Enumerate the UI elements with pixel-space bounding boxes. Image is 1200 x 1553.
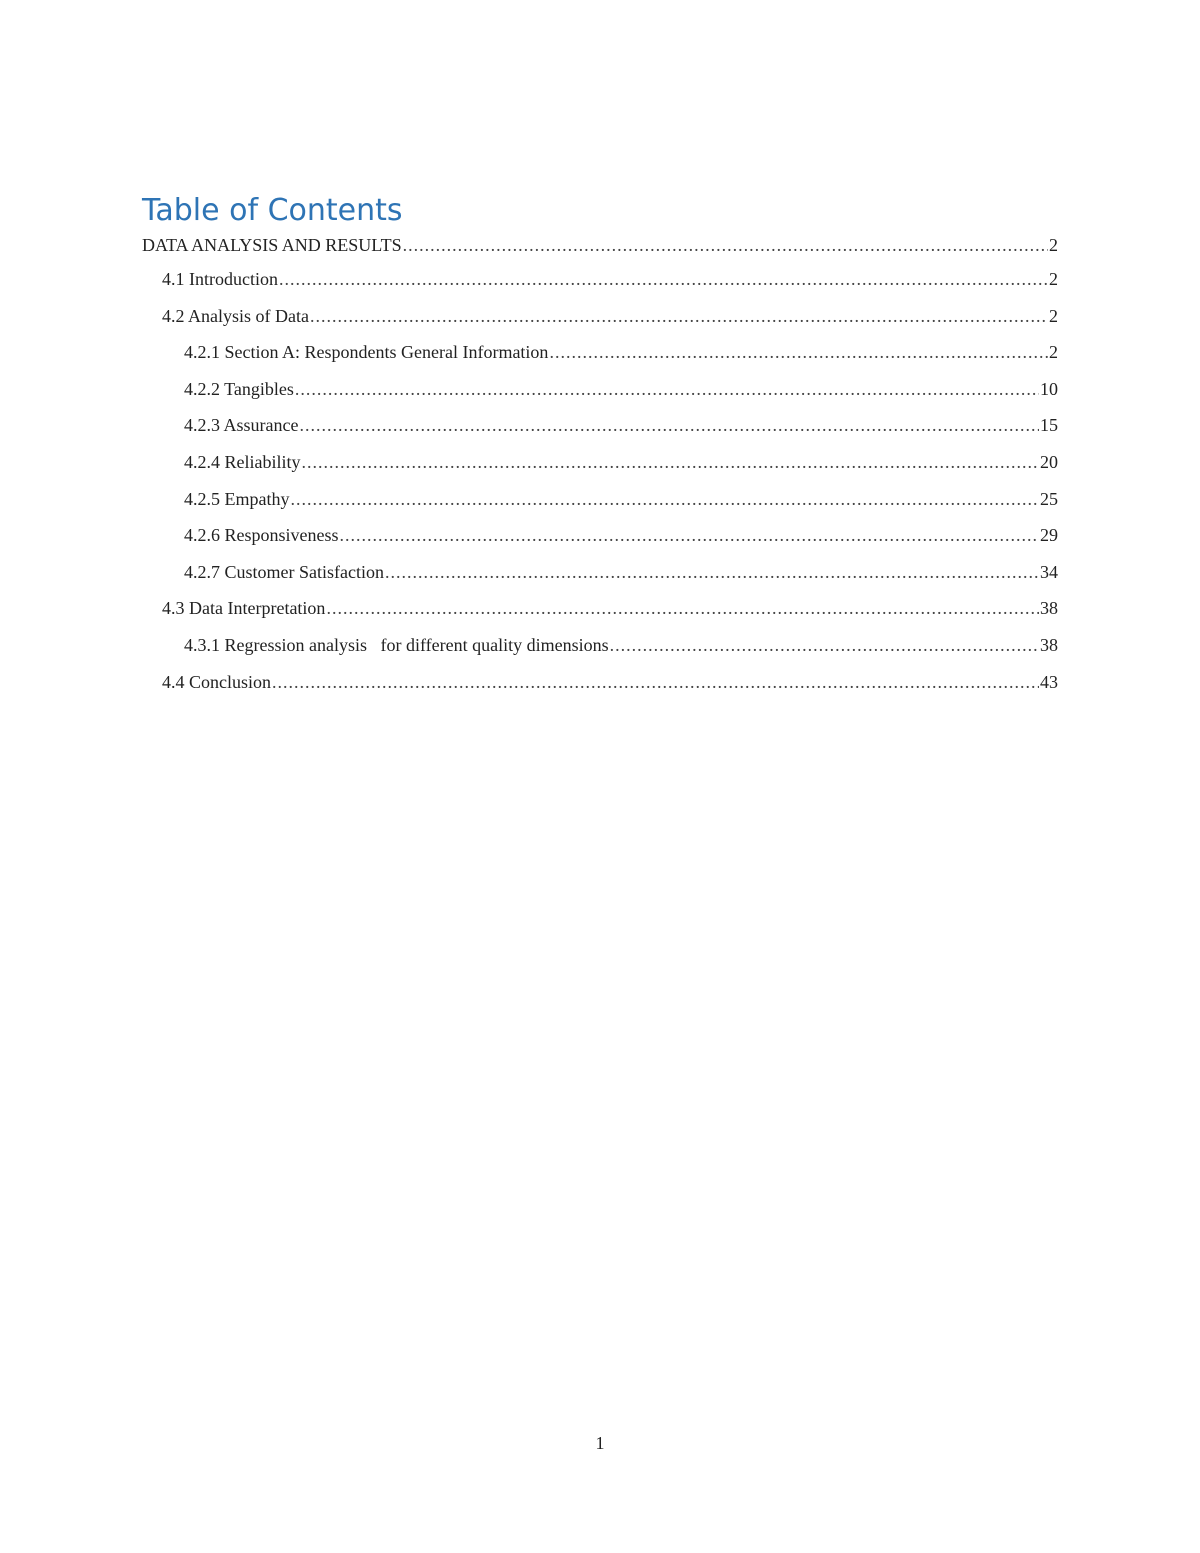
toc-entry-label: 4.3.1 Regression analysis for different quality dimensions <box>184 634 609 655</box>
toc-entry-label: 4.2.5 Empathy <box>184 488 290 509</box>
toc-entry[interactable] <box>142 266 1058 303</box>
toc-entry-label: 4.2.6 Responsiveness <box>184 525 339 546</box>
toc-entry-label: DATA ANALYSIS AND RESULTS <box>142 235 402 255</box>
toc-entry[interactable] <box>142 303 1058 340</box>
toc-entry[interactable] <box>142 522 1058 559</box>
toc-entry-page: 25 <box>1040 488 1058 509</box>
toc-entry[interactable] <box>142 632 1058 669</box>
toc-entry[interactable] <box>142 559 1058 596</box>
toc-entry[interactable] <box>142 339 1058 376</box>
toc-entry-label: 4.2.3 Assurance <box>184 415 299 436</box>
toc-entry-page: 34 <box>1040 561 1058 582</box>
toc-entry-page: 20 <box>1040 451 1058 472</box>
toc-dot-leader <box>326 595 1039 621</box>
toc-entry-page: 2 <box>1049 305 1058 326</box>
table-of-contents <box>142 190 1058 705</box>
toc-entry-page: 38 <box>1040 634 1058 655</box>
toc-entry-page: 29 <box>1040 525 1058 546</box>
toc-entry-page: 2 <box>1049 269 1058 289</box>
toc-entry[interactable] <box>142 449 1058 486</box>
toc-list <box>142 232 1058 705</box>
toc-entry[interactable] <box>142 669 1058 706</box>
toc-entry[interactable] <box>142 595 1058 632</box>
toc-dot-leader <box>295 376 1039 402</box>
toc-entry-page: 38 <box>1040 598 1058 619</box>
toc-entry-label: 4.2.7 Customer Satisfaction <box>184 561 384 582</box>
toc-entry-label: 4.2 Analysis of Data <box>162 305 309 326</box>
toc-title: Table of Contents <box>142 193 403 228</box>
toc-entry-page: 10 <box>1040 378 1058 399</box>
page-number: 1 <box>595 1433 605 1453</box>
toc-entry[interactable] <box>142 376 1058 413</box>
toc-entry-page: 2 <box>1049 342 1058 363</box>
toc-dot-leader <box>302 449 1040 475</box>
toc-entry[interactable] <box>142 232 1058 266</box>
toc-entry[interactable] <box>142 412 1058 449</box>
toc-entry-label: 4.2.2 Tangibles <box>184 378 294 399</box>
toc-entry-label: 4.1 Introduction <box>162 269 278 289</box>
toc-entry-label: 4.4 Conclusion <box>162 671 272 692</box>
toc-entry-label: 4.3 Data Interpretation <box>162 598 326 619</box>
toc-entry-page: 43 <box>1040 671 1058 692</box>
toc-entry-page: 15 <box>1040 415 1058 436</box>
toc-dot-leader <box>291 486 1040 512</box>
toc-dot-leader <box>299 412 1039 438</box>
toc-entry[interactable] <box>142 486 1058 523</box>
toc-dot-leader <box>279 266 1048 292</box>
toc-dot-leader <box>610 632 1039 658</box>
toc-entry-label: 4.2.1 Section A: Respondents General Information <box>184 342 549 363</box>
toc-dot-leader <box>340 522 1040 548</box>
toc-dot-leader <box>272 669 1039 695</box>
toc-dot-leader <box>549 339 1048 365</box>
toc-dot-leader <box>403 232 1048 258</box>
toc-dot-leader <box>310 303 1048 329</box>
toc-entry-page: 2 <box>1049 235 1058 255</box>
toc-dot-leader <box>385 559 1039 585</box>
toc-entry-label: 4.2.4 Reliability <box>184 451 301 472</box>
